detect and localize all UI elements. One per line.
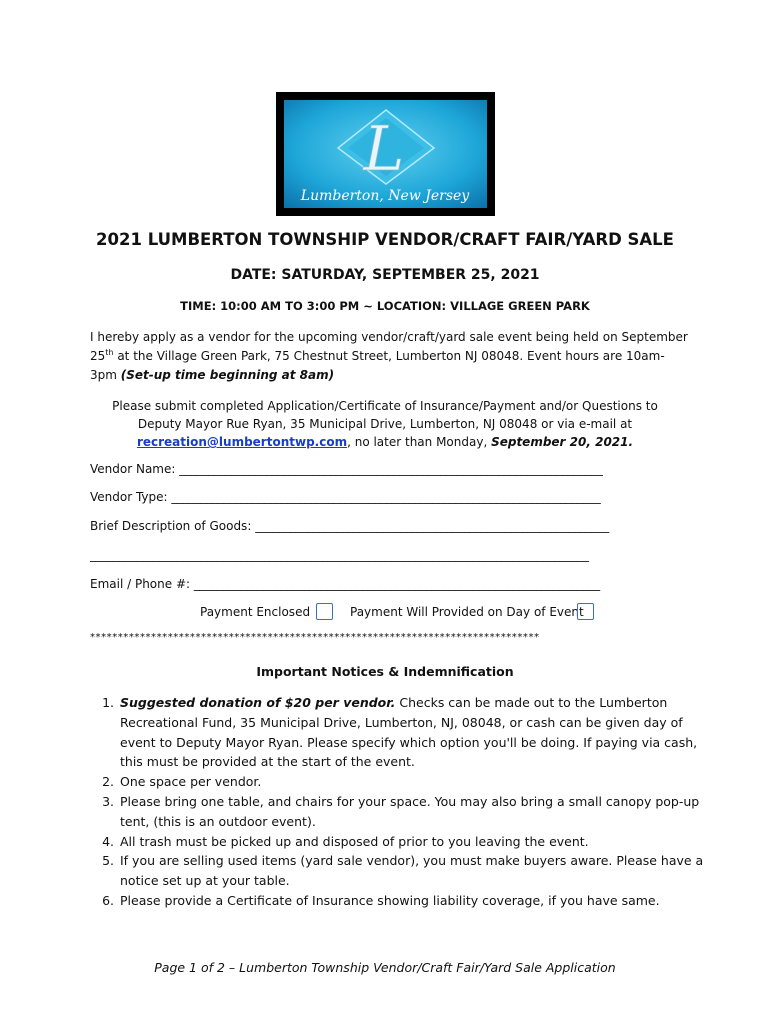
vendor-name-label: Vendor Name: [90,462,176,476]
description-line-2[interactable]: ______________________________________________________________________________________ [90,548,589,562]
description-label: Brief Description of Goods: [90,519,252,533]
vendor-name-field[interactable] [90,462,670,476]
page-title: 2021 LUMBERTON TOWNSHIP VENDOR/CRAFT FAIR/YARD SALE [96,230,674,249]
submit-line-3 [0,433,770,451]
description-field-continued[interactable] [90,548,670,562]
payment-on-day-checkbox[interactable] [577,603,594,620]
page-footer: Page 1 of 2 – Lumberton Township Vendor/Craft Fair/Yard Sale Application [154,960,616,975]
payment-enclosed-label: Payment Enclosed [200,605,311,619]
vendor-type-label: Vendor Type: [90,490,168,504]
email-phone-label: Email / Phone #: [90,577,191,591]
setup-time-note: (Set-up time beginning at 8am) [120,368,335,382]
vendor-type-field[interactable] [90,490,670,504]
description-line[interactable]: _____________________________________________________________ [255,519,609,533]
donation-note: Suggested donation of $20 per vendor. [120,695,396,710]
intro-text-1: I hereby apply as a vendor for the upcoming vendor/craft/yard sale event being held on September 25 [90,330,688,363]
submit-line-1: Please submit completed Application/Certificate of Insurance/Payment and/or Questions to [112,399,658,413]
logo-graphic [284,100,487,208]
intro-paragraph [90,328,690,385]
intro-text-2: at the Village Green Park, 75 Chestnut Street, Lumberton NJ 08048. Event hours are 10am-3pm [90,349,665,382]
township-logo [276,92,495,216]
list-item [118,693,706,772]
notices-heading: Important Notices & Indemnification [256,664,514,679]
email-link[interactable]: recreation@lumbertontwp.com [136,435,348,449]
email-phone-line[interactable]: ______________________________________________________________________ [193,577,600,591]
list-item: 6. Please provide a Certificate of Insurance showing liability coverage, if you have same. [118,891,706,911]
email-phone-field[interactable] [90,577,670,591]
list-item: 2. One space per vendor. [118,772,706,792]
separator-stars: ********************************************************************************* [90,632,540,643]
notices-list [90,693,706,911]
notice-1-text: Checks can be made out to the Lumberton Recreational Fund, 35 Municipal Drive, Lumberton, NJ, 08048, or cash can be given day of event to Deputy Mayor Ryan. Please specify which option you'll be doing. If paying via cash, this must be provided at the start of the event. [120,695,698,770]
event-date: DATE: SATURDAY, SEPTEMBER 25, 2021 [230,267,540,283]
event-time-location: TIME: 10:00 AM TO 3:00 PM ~ LOCATION: VILLAGE GREEN PARK [180,299,590,313]
list-item: 5. If you are selling used items (yard sale vendor), you must make buyers aware. Please have a notice set up at your table. [118,851,706,891]
submit-line-3-text: , no later than Monday, [347,435,492,449]
description-field[interactable] [90,519,670,533]
list-item: 4. All trash must be picked up and disposed of prior to you leaving the event. [118,832,706,852]
logo-text: Lumberton, New Jersey [300,188,470,204]
payment-enclosed-checkbox[interactable] [316,603,333,620]
logo-letter: L [363,112,405,185]
payment-on-day-label: Payment Will Provided on Day of Event [350,605,584,619]
list-item: 3. Please bring one table, and chairs for your space. You may also bring a small canopy pop-up tent, (this is an outdoor event). [118,792,706,832]
submit-line-2: Deputy Mayor Rue Ryan, 35 Municipal Drive, Lumberton, NJ 08048 or via e-mail at [137,417,633,431]
vendor-type-line[interactable]: __________________________________________________________________________ [171,490,601,504]
vendor-name-line[interactable]: _________________________________________________________________________ [179,462,603,476]
deadline-date: September 20, 2021. [491,435,634,449]
submission-instructions [0,397,770,451]
intro-superscript: th [105,348,114,357]
